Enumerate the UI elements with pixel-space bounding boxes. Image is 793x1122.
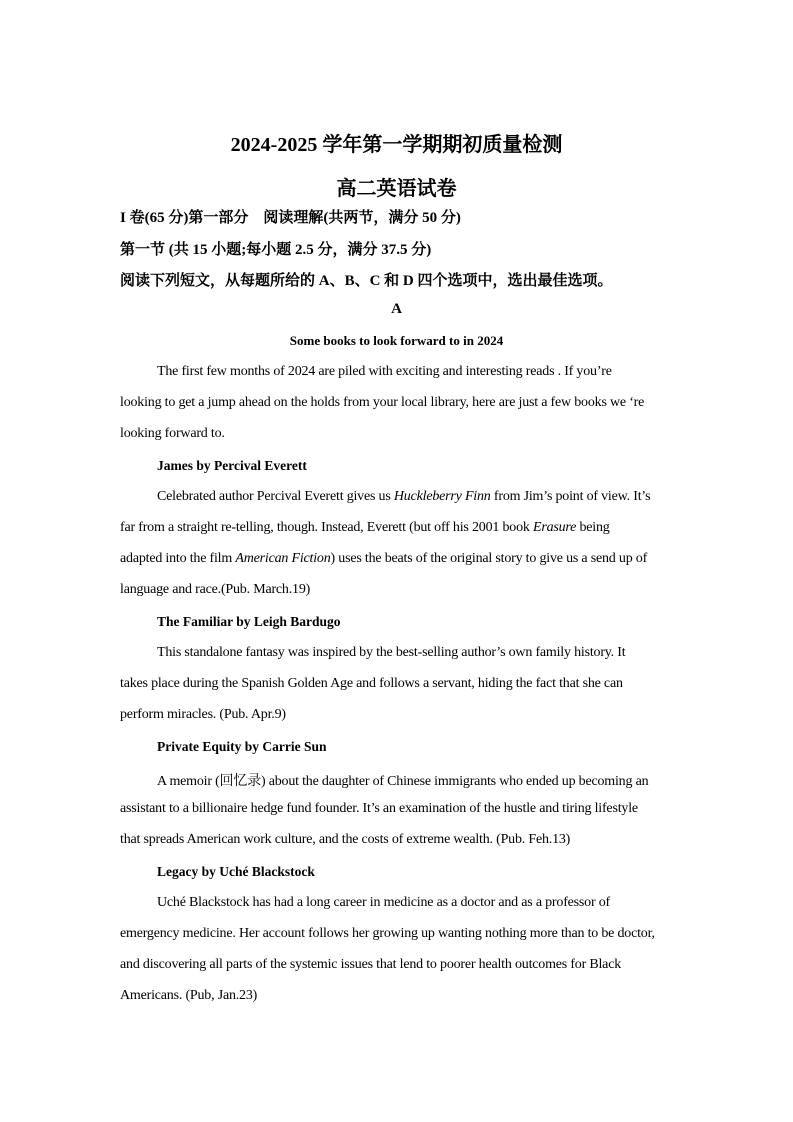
passage-letter: A bbox=[391, 301, 402, 317]
book-heading-private-equity: Private Equity by Carrie Sun bbox=[157, 739, 327, 754]
book-legacy-line-3: and discovering all parts of the systemic issues that lend to poorer health outcomes for Black bbox=[120, 957, 622, 972]
passage-title: Some books to look forward to in 2024 bbox=[289, 333, 504, 348]
book-private-equity-line-2: assistant to a billionaire hedge fund founder. It’s an examination of the hustle and tiring lifestyle bbox=[120, 801, 638, 816]
text-segment: being bbox=[576, 520, 610, 535]
book-james-line-4: language and race.(Pub. March.19) bbox=[120, 582, 311, 597]
text-segment: adapted into the film bbox=[120, 551, 236, 566]
book-familiar-line-3: perform miracles. (Pub. Apr.9) bbox=[120, 707, 286, 722]
exam-subtitle: 高二英语试卷 bbox=[336, 178, 457, 200]
exam-title: 2024-2025 学年第一学期期初质量检测 bbox=[230, 134, 563, 156]
intro-line-1: The first few months of 2024 are piled with exciting and interesting reads . If you’re bbox=[157, 364, 612, 379]
book-heading-familiar: The Familiar by Leigh Bardugo bbox=[157, 614, 341, 629]
book-familiar-line-2: takes place during the Spanish Golden Age and follows a servant, hiding the fact that she can bbox=[120, 676, 623, 691]
intro-line-2: looking to get a jump ahead on the holds from your local library, here are just a few books we ‘re bbox=[120, 395, 645, 410]
book-legacy-line-2: emergency medicine. Her account follows her growing up wanting nothing more than to be doctor, bbox=[120, 926, 655, 941]
italic-book-title: Huckleberry Finn bbox=[393, 489, 491, 504]
text-segment: Celebrated author Percival Everett gives us bbox=[157, 489, 394, 504]
italic-book-title: Erasure bbox=[532, 520, 577, 535]
text-segment: ) uses the beats of the original story to give us a send up of bbox=[330, 551, 648, 566]
book-james-line-1 bbox=[157, 489, 650, 505]
book-familiar-line-1: This standalone fantasy was inspired by the best-selling author’s own family history. It bbox=[157, 645, 626, 660]
book-private-equity-line-1: A memoir (回忆录) about the daughter of Chinese immigrants who ended up becoming an bbox=[157, 774, 649, 789]
book-james-line-2 bbox=[120, 520, 610, 536]
section-header-1: I 卷(65 分)第一部分 阅读理解(共两节，满分 50 分) bbox=[120, 210, 461, 226]
intro-line-3: looking forward to. bbox=[120, 426, 225, 441]
text-segment: from Jim’s point of view. It’s bbox=[490, 489, 651, 504]
book-heading-james: James by Percival Everett bbox=[157, 458, 307, 473]
book-heading-legacy: Legacy by Uché Blackstock bbox=[157, 864, 315, 879]
instructions: 阅读下列短文，从每题所给的 A、B、C 和 D 四个选项中，选出最佳选项。 bbox=[120, 273, 613, 289]
book-legacy-line-1: Uché Blackstock has had a long career in medicine as a doctor and as a professor of bbox=[157, 895, 610, 910]
book-james-line-3 bbox=[120, 551, 647, 567]
italic-film-title: American Fiction bbox=[235, 551, 331, 566]
text-segment: far from a straight re-telling, though. Instead, Everett (but off his 2001 book bbox=[120, 520, 533, 535]
section-header-2: 第一节 (共 15 小题;每小题 2.5 分，满分 37.5 分) bbox=[120, 242, 432, 258]
book-private-equity-line-3: that spreads American work culture, and the costs of extreme wealth. (Pub. Feh.13) bbox=[120, 832, 571, 847]
book-legacy-line-4: Americans. (Pub, Jan.23) bbox=[120, 988, 258, 1003]
